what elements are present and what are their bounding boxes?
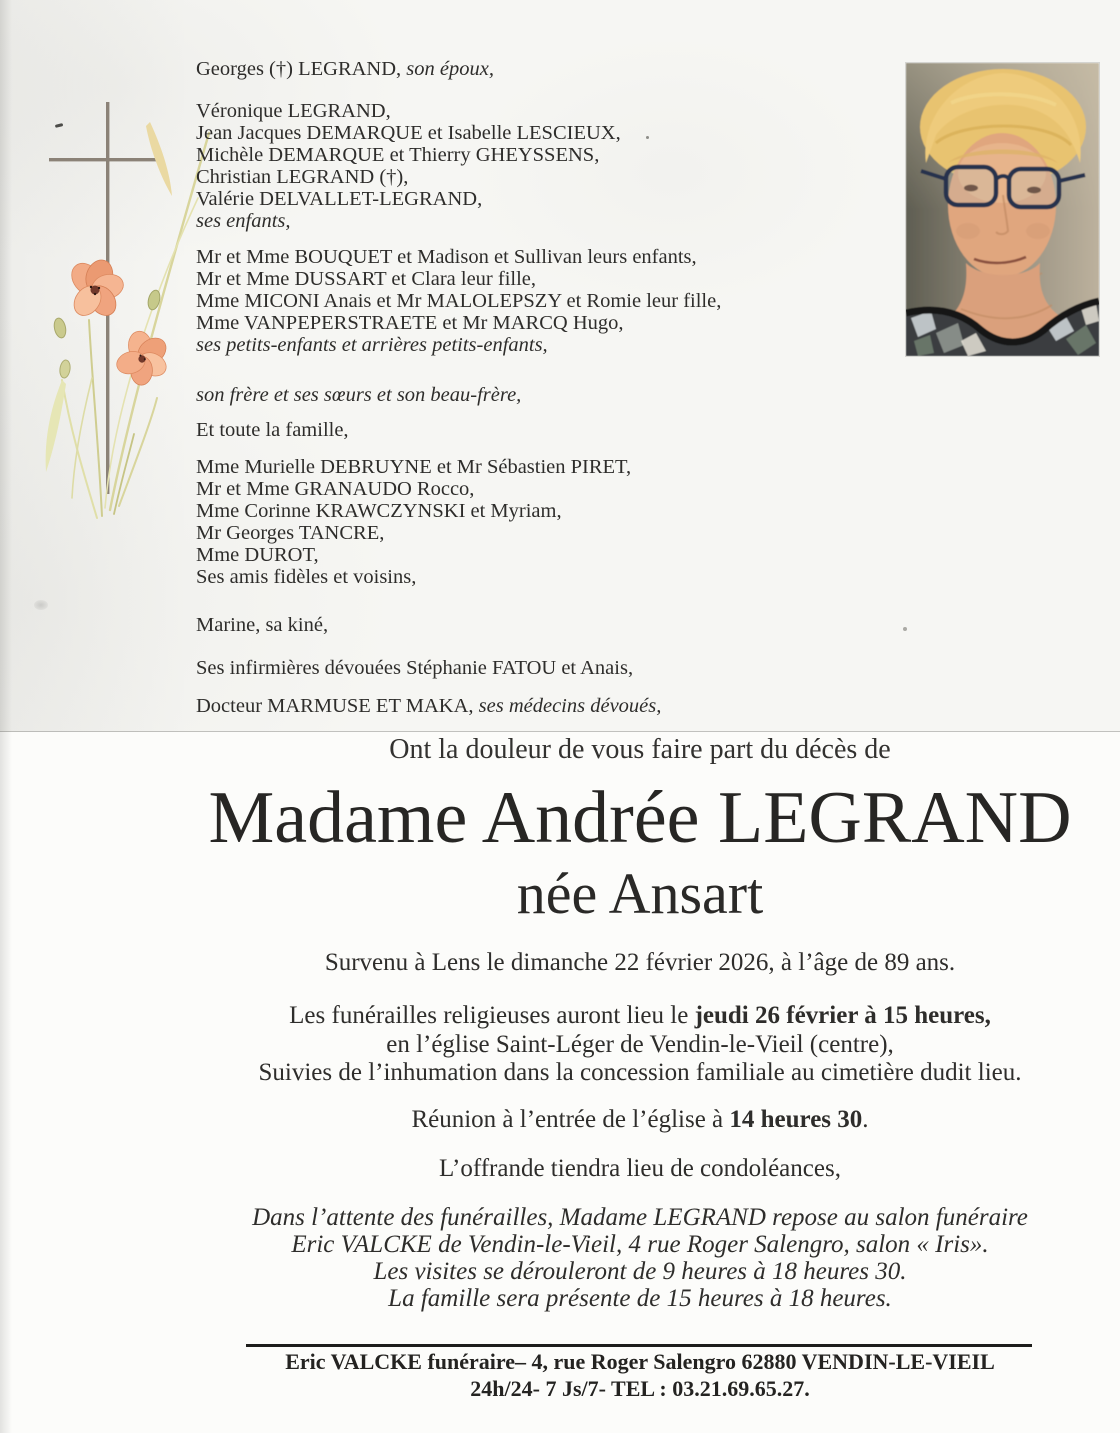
- deceased-name: Madame Andrée LEGRAND: [208, 777, 1072, 859]
- footer-phone-line: 24h/24- 7 Js/7- TEL : 03.21.69.65.27.: [470, 1375, 810, 1401]
- offering-line: L’offrande tiendra lieu de condoléances,: [439, 1155, 841, 1182]
- scan-speck: [646, 136, 649, 139]
- repose-line: Les visites se dérouleront de 9 heures à 18 heures 30.: [373, 1258, 907, 1285]
- meeting-pre: Réunion à l’entrée de l’église à: [411, 1106, 730, 1133]
- portrait-photo: [905, 62, 1100, 357]
- funeral-home-footer: [190, 1349, 1090, 1402]
- spouse-line: [196, 58, 896, 80]
- death-details-line: Survenu à Lens le dimanche 22 février 2026, à l’âge de 89 ans.: [324, 949, 956, 976]
- cross-and-poppies-illustration: [2, 78, 227, 523]
- physio-line: Marine, sa kiné,: [196, 614, 329, 636]
- repose-line: Eric VALCKE de Vendin-le-Vieil, 4 rue Roger Salengro, salon « Iris».: [291, 1231, 989, 1258]
- family-line: Mme Murielle DEBRUYNE et Mr Sébastien PIRET,: [196, 456, 632, 478]
- poppy-flower-1: [66, 257, 126, 321]
- repose-block: [190, 1204, 1090, 1312]
- funeral-line1-pre: Les funérailles religieuses auront lieu le: [289, 1002, 695, 1029]
- family-line: Véronique LEGRAND,: [196, 100, 391, 122]
- family-line: Mme Corinne KRAWCZYNSKI et Myriam,: [196, 500, 562, 522]
- family-line: Mme VANPEPERSTRAETE et Mr MARCQ Hugo,: [196, 312, 624, 334]
- funeral-details: [190, 1002, 1090, 1088]
- grandchildren-group: [196, 246, 896, 356]
- announcement-intro: Ont la douleur de vous faire part du décès de: [389, 734, 891, 765]
- wheat-stalks: [62, 133, 209, 518]
- grandchildren-role: ses petits-enfants et arrières petits-enfants,: [196, 334, 548, 356]
- footer-divider-rule: [246, 1344, 1032, 1347]
- whole-family-line: Et toute la famille,: [196, 419, 349, 441]
- nurses-line: Ses infirmières dévouées Stéphanie FATOU et Anais,: [196, 657, 634, 679]
- family-line: Ses amis fidèles et voisins,: [196, 566, 417, 588]
- repose-line: La famille sera présente de 15 heures à 18 heures.: [388, 1285, 892, 1312]
- spouse-role: son époux,: [406, 58, 494, 80]
- deceased-maiden-name: née Ansart: [516, 861, 764, 926]
- funeral-line3: Suivies de l’inhumation dans la concession familiale au cimetière dudit lieu.: [258, 1059, 1022, 1086]
- family-line: Mr et Mme GRANAUDO Rocco,: [196, 478, 475, 500]
- family-line: Christian LEGRAND (†),: [196, 166, 409, 188]
- funeral-line1-datetime: jeudi 26 février à 15 heures,: [694, 1002, 991, 1029]
- meeting-line: [190, 1105, 1090, 1135]
- doctors-role: ses médecins dévoués,: [478, 695, 662, 717]
- friends-group: [196, 456, 896, 588]
- family-announcers-block: [196, 58, 896, 717]
- repose-line: Dans l’attente des funérailles, Madame LEGRAND repose au salon funéraire: [252, 1204, 1028, 1231]
- family-line: Mr et Mme DUSSART et Clara leur fille,: [196, 268, 537, 290]
- funeral-line2: en l’église Saint-Léger de Vendin-le-Vieil (centre),: [386, 1030, 894, 1058]
- doctors-line: [196, 695, 896, 717]
- scan-fold-line: [0, 731, 1120, 732]
- children-group: [196, 100, 896, 232]
- meeting-time: 14 heures 30: [729, 1106, 863, 1133]
- grass-blade: [46, 380, 66, 472]
- siblings-line: son frère et ses sœurs et son beau-frère,: [196, 384, 522, 406]
- footer-address-line: Eric VALCKE funéraire– 4, rue Roger Salengro 62880 VENDIN-LE-VIEIL: [285, 1349, 995, 1374]
- spouse-name: Georges (†) LEGRAND,: [196, 58, 402, 80]
- family-line: Mme MICONI Anais et Mr MALOLEPSZY et Romie leur fille,: [196, 290, 722, 312]
- family-line: Mr Georges TANCRE,: [196, 522, 385, 544]
- family-line: Valérie DELVALLET-LEGRAND,: [196, 188, 483, 210]
- family-line: Jean Jacques DEMARQUE et Isabelle LESCIEUX,: [196, 122, 621, 144]
- poppy-flower-2: [106, 321, 178, 395]
- family-line: Michèle DEMARQUE et Thierry GHEYSSENS,: [196, 144, 600, 166]
- scan-smudge: [34, 600, 48, 610]
- family-line: Mme DUROT,: [196, 544, 319, 566]
- doctors-name: Docteur MARMUSE ET MAKA,: [196, 695, 474, 717]
- scan-speck: [903, 627, 907, 631]
- family-line: Mr et Mme BOUQUET et Madison et Sullivan leurs enfants,: [196, 246, 697, 268]
- meeting-post: .: [862, 1106, 869, 1133]
- children-role: ses enfants,: [196, 210, 291, 232]
